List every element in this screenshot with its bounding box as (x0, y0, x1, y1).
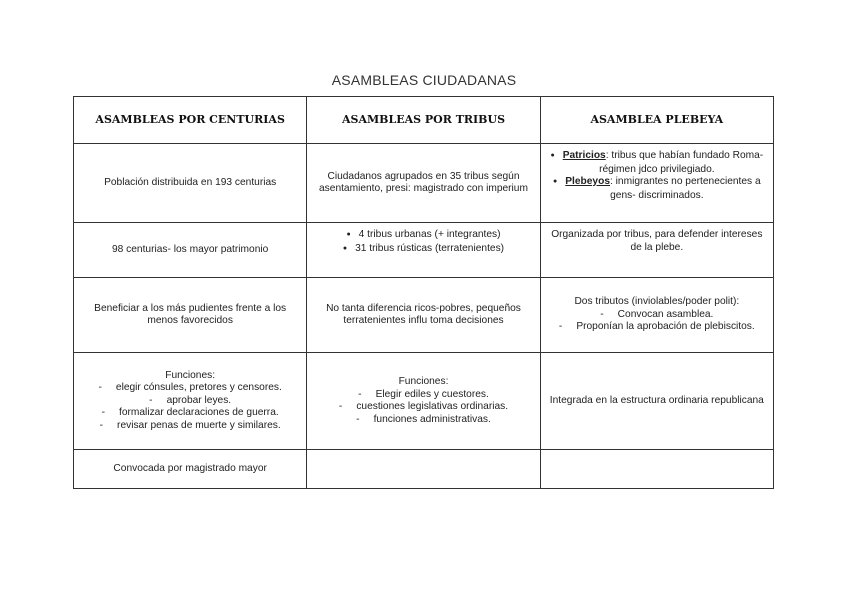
list-item: - formalizar declaraciones de guerra. (82, 407, 298, 420)
list-item (549, 150, 765, 176)
cell-tribus-convocation (307, 450, 540, 489)
header-plebeya: ASAMBLEA PLEBEYA (540, 97, 773, 144)
list-item: - funciones administrativas. (315, 414, 531, 427)
table-row (74, 223, 774, 278)
patricios-text: : tribus que habían fundado Roma-régimen jdco privilegiado. (599, 150, 764, 175)
cell-centurias-effect: Beneficiar a los más pudientes frente a los menos favorecidos (74, 278, 307, 353)
list-item: ● 4 tribus urbanas (+ integrantes) (315, 229, 531, 243)
cell-tribus-organization: Ciudadanos agrupados en 35 tribus según asentamiento, presi: magistrado con imperium (307, 144, 540, 223)
cell-plebeya-composition: Organizada por tribus, para defender intereses de la plebe. (540, 223, 773, 278)
header-tribus: ASAMBLEAS POR TRIBUS (307, 97, 540, 144)
term-patricios: Patricios (562, 150, 606, 161)
list-item (549, 176, 765, 202)
list-item: - Convocan asamblea. (549, 309, 765, 322)
cell-plebeya-convocation (540, 450, 773, 489)
cell-tribus-composition (307, 223, 540, 278)
table-row (74, 353, 774, 450)
assemblies-table (73, 96, 774, 489)
cell-plebeya-organization (540, 144, 773, 223)
table-row (74, 144, 774, 223)
plebeya-tributes-intro: Dos tributos (inviolables/poder polit): (574, 296, 740, 308)
cell-centurias-convocation: Convocada por magistrado mayor (74, 450, 307, 489)
table-row (74, 450, 774, 489)
list-item: - cuestiones legislativas ordinarias. (315, 401, 531, 414)
cell-centurias-functions (74, 353, 307, 450)
header-row (74, 97, 774, 144)
list-item: ● 31 tribus rústicas (terratenientes) (315, 243, 531, 257)
cell-plebeya-effect (540, 278, 773, 353)
cell-tribus-functions (307, 353, 540, 450)
functions-heading: Funciones: (398, 376, 449, 387)
list-item: - aprobar leyes. (82, 395, 298, 408)
list-item: - Proponían la aprobación de plebiscitos. (549, 321, 765, 334)
table-row (74, 278, 774, 353)
document-title: ASAMBLEAS CIUDADANAS (331, 72, 517, 88)
term-plebeyos: Plebeyos (565, 176, 610, 187)
list-item: - Elegir ediles y cuestores. (315, 389, 531, 402)
plebeyos-text: : inmigrantes no pertenecientes a gens- discriminados. (610, 176, 761, 201)
cell-centurias-composition: 98 centurias- los mayor patrimonio (74, 223, 307, 278)
list-item: - revisar penas de muerte y similares. (82, 420, 298, 433)
functions-heading: Funciones: (165, 369, 216, 381)
cell-tribus-effect: No tanta diferencia ricos-pobres, pequeños terratenientes influ toma decisiones (307, 278, 540, 353)
cell-centurias-organization: Población distribuida en 193 centurias (74, 144, 307, 223)
list-item: - elegir cónsules, pretores y censores. (82, 382, 298, 395)
header-centurias: ASAMBLEAS POR CENTURIAS (74, 97, 307, 144)
cell-plebeya-functions: Integrada en la estructura ordinaria republicana (540, 353, 773, 450)
